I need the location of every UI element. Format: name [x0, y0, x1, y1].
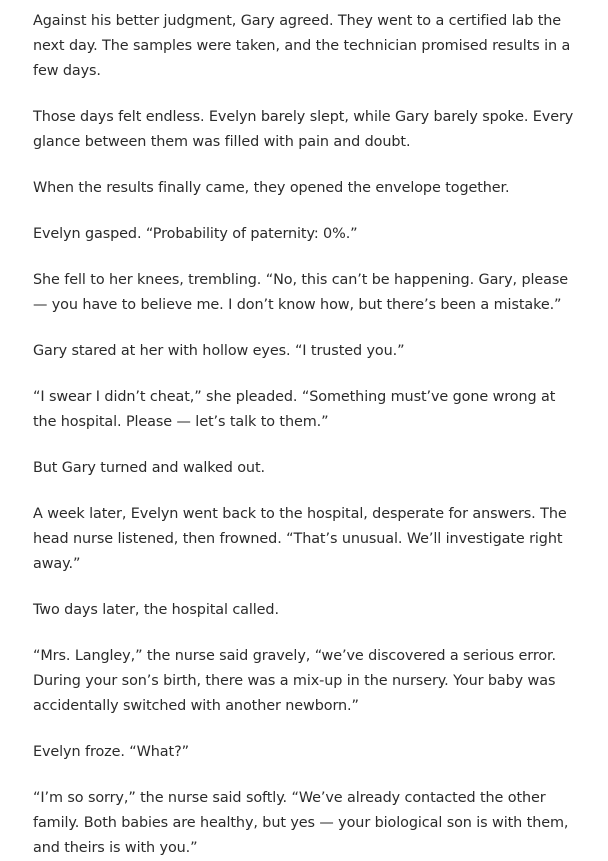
paragraph-hospital-visit: A week later, Evelyn went back to the hospital, desperate for answers. The head nurse listened, then frowned. “That’s unusual. We’ll investigate right away.”	[33, 506, 567, 572]
paragraph-waiting: Those days felt endless. Evelyn barely slept, while Gary barely spoke. Every glance between them was filled with pain and doubt.	[33, 109, 574, 150]
paragraph-nurse-apology: “I’m so sorry,” the nurse said softly. “We’ve already contacted the other family. Both babies are healthy, but yes — your biological son is with them, and theirs is with you.”	[33, 790, 569, 856]
paragraph-gary-leaves: But Gary turned and walked out.	[33, 460, 265, 476]
paragraph-error-discovered: “Mrs. Langley,” the nurse said gravely, “we’ve discovered a serious error. During your son’s birth, there was a mix-up in the nursery. Your baby was accidentally switched with another newborn.”	[33, 648, 557, 714]
paragraph-evelyn-pleads: She fell to her knees, trembling. “No, this can’t be happening. Gary, please — you have to believe me. I don’t know how, but there’s been a mistake.”	[33, 272, 569, 313]
paragraph-didnt-cheat: “I swear I didn’t cheat,” she pleaded. “Something must’ve gone wrong at the hospital. Please — let’s talk to them.”	[33, 389, 556, 430]
paragraph-lab-test: Against his better judgment, Gary agreed. They went to a certified lab the next day. The samples were taken, and the technician promised results in a few days.	[33, 13, 571, 79]
paragraph-hospital-calls: Two days later, the hospital called.	[33, 602, 279, 618]
paragraph-evelyn-freezes: Evelyn froze. “What?”	[33, 744, 189, 760]
paragraph-results-arrive: When the results finally came, they opened the envelope together.	[33, 180, 510, 196]
paragraph-evelyn-gasps: Evelyn gasped. “Probability of paternity: 0%.”	[33, 226, 358, 242]
paragraph-gary-stares: Gary stared at her with hollow eyes. “I trusted you.”	[33, 343, 405, 359]
